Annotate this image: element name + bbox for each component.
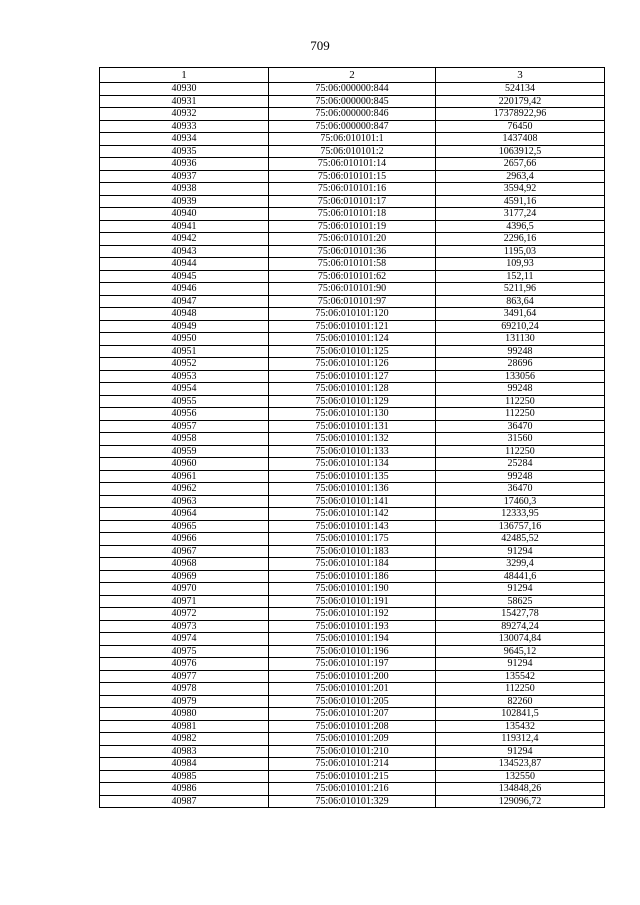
- table-cell: 4591,16: [436, 195, 605, 208]
- table-row: [100, 495, 605, 508]
- table-row: [100, 258, 605, 271]
- table-cell: 40958: [100, 433, 269, 446]
- table-cell: 40975: [100, 645, 269, 658]
- column-header: 1: [100, 68, 269, 83]
- table-cell: 40971: [100, 595, 269, 608]
- table-cell: 40945: [100, 270, 269, 283]
- table-cell: 89274,24: [436, 620, 605, 633]
- table-cell: 75:06:010101:16: [269, 183, 436, 196]
- table-cell: 75:06:010101:36: [269, 245, 436, 258]
- table-cell: 3594,92: [436, 183, 605, 196]
- column-header: 2: [269, 68, 436, 83]
- table-row: [100, 333, 605, 346]
- table-cell: 75:06:010101:193: [269, 620, 436, 633]
- table-cell: 220179,42: [436, 95, 605, 108]
- table-cell: 75:06:010101:134: [269, 458, 436, 471]
- table-row: [100, 470, 605, 483]
- table-row: [100, 583, 605, 596]
- table-row: [100, 445, 605, 458]
- header-row: [100, 68, 605, 83]
- table-row: [100, 170, 605, 183]
- table-cell: 75:06:010101:205: [269, 695, 436, 708]
- table-header: [100, 68, 605, 83]
- table-row: [100, 195, 605, 208]
- table-cell: 75:06:010101:175: [269, 533, 436, 546]
- table-cell: 75:06:010101:329: [269, 795, 436, 808]
- table-row: [100, 658, 605, 671]
- table-cell: 40979: [100, 695, 269, 708]
- table-cell: 40986: [100, 783, 269, 796]
- table-cell: 75:06:010101:184: [269, 558, 436, 571]
- table-cell: 75:06:010101:2: [269, 145, 436, 158]
- table-row: [100, 558, 605, 571]
- table-cell: 40984: [100, 758, 269, 771]
- table-cell: 58625: [436, 595, 605, 608]
- table-cell: 112250: [436, 683, 605, 696]
- table-cell: 75:06:010101:209: [269, 733, 436, 746]
- table-cell: 112250: [436, 395, 605, 408]
- table-cell: 40966: [100, 533, 269, 546]
- table-row: [100, 770, 605, 783]
- table-row: [100, 95, 605, 108]
- table-row: [100, 795, 605, 808]
- table-cell: 40938: [100, 183, 269, 196]
- table-cell: 40957: [100, 420, 269, 433]
- table-cell: 75:06:010101:129: [269, 395, 436, 408]
- table-cell: 48441,6: [436, 570, 605, 583]
- table-row: [100, 458, 605, 471]
- table-cell: 40983: [100, 745, 269, 758]
- table-row: [100, 158, 605, 171]
- table-cell: 109,93: [436, 258, 605, 271]
- table-cell: 75:06:000000:846: [269, 108, 436, 121]
- table-cell: 40978: [100, 683, 269, 696]
- table-row: [100, 708, 605, 721]
- table-cell: 40931: [100, 95, 269, 108]
- table-cell: 40937: [100, 170, 269, 183]
- table-cell: 40946: [100, 283, 269, 296]
- table-cell: 75:06:010101:58: [269, 258, 436, 271]
- table-row: [100, 608, 605, 621]
- table-cell: 75:06:010101:214: [269, 758, 436, 771]
- table-cell: 119312,4: [436, 733, 605, 746]
- table-cell: 129096,72: [436, 795, 605, 808]
- table-cell: 40980: [100, 708, 269, 721]
- table-cell: 42485,52: [436, 533, 605, 546]
- table-cell: 40932: [100, 108, 269, 121]
- table-cell: 69210,24: [436, 320, 605, 333]
- table-cell: 40981: [100, 720, 269, 733]
- table-cell: 40950: [100, 333, 269, 346]
- table-cell: 75:06:010101:192: [269, 608, 436, 621]
- table-cell: 75:06:010101:194: [269, 633, 436, 646]
- table-row: [100, 745, 605, 758]
- table-cell: 40952: [100, 358, 269, 371]
- table-cell: 40965: [100, 520, 269, 533]
- table-cell: 75:06:010101:128: [269, 383, 436, 396]
- table-cell: 36470: [436, 420, 605, 433]
- table-cell: 75:06:010101:14: [269, 158, 436, 171]
- table-cell: 134848,26: [436, 783, 605, 796]
- table-cell: 40968: [100, 558, 269, 571]
- table-cell: 75:06:010101:131: [269, 420, 436, 433]
- table-cell: 82260: [436, 695, 605, 708]
- table-cell: 75:06:010101:210: [269, 745, 436, 758]
- table-cell: 40960: [100, 458, 269, 471]
- table-row: [100, 145, 605, 158]
- table-cell: 75:06:010101:136: [269, 483, 436, 496]
- table-row: [100, 595, 605, 608]
- table-cell: 112250: [436, 408, 605, 421]
- table-row: [100, 358, 605, 371]
- table-cell: 75:06:010101:17: [269, 195, 436, 208]
- table-cell: 136757,16: [436, 520, 605, 533]
- table-row: [100, 783, 605, 796]
- table-cell: 40941: [100, 220, 269, 233]
- table-cell: 152,11: [436, 270, 605, 283]
- table-cell: 17460,3: [436, 495, 605, 508]
- table-cell: 40940: [100, 208, 269, 221]
- table-cell: 75:06:010101:186: [269, 570, 436, 583]
- table-cell: 40936: [100, 158, 269, 171]
- table-cell: 28696: [436, 358, 605, 371]
- table-cell: 75:06:010101:121: [269, 320, 436, 333]
- table-cell: 75:06:010101:125: [269, 345, 436, 358]
- table-cell: 75:06:010101:127: [269, 370, 436, 383]
- table-row: [100, 520, 605, 533]
- table-row: [100, 345, 605, 358]
- table-row: [100, 408, 605, 421]
- table-cell: 40943: [100, 245, 269, 258]
- table-row: [100, 483, 605, 496]
- table-cell: 75:06:010101:90: [269, 283, 436, 296]
- table-cell: 1195,03: [436, 245, 605, 258]
- table-cell: 99248: [436, 345, 605, 358]
- table-cell: 40962: [100, 483, 269, 496]
- table-cell: 135542: [436, 670, 605, 683]
- table-cell: 5211,96: [436, 283, 605, 296]
- table-row: [100, 295, 605, 308]
- table-cell: 75:06:010101:208: [269, 720, 436, 733]
- table-cell: 75:06:010101:215: [269, 770, 436, 783]
- table-cell: 75:06:010101:120: [269, 308, 436, 321]
- table-row: [100, 383, 605, 396]
- table-cell: 75:06:010101:216: [269, 783, 436, 796]
- table-cell: 75:06:010101:1: [269, 133, 436, 146]
- table-cell: 524134: [436, 83, 605, 96]
- table-row: [100, 208, 605, 221]
- table-cell: 75:06:010101:200: [269, 670, 436, 683]
- table-cell: 40974: [100, 633, 269, 646]
- table-cell: 3177,24: [436, 208, 605, 221]
- table-cell: 91294: [436, 583, 605, 596]
- table-cell: 134523,87: [436, 758, 605, 771]
- table-cell: 9645,12: [436, 645, 605, 658]
- table-row: [100, 720, 605, 733]
- table-cell: 130074,84: [436, 633, 605, 646]
- table-row: [100, 108, 605, 121]
- table-cell: 40987: [100, 795, 269, 808]
- table-row: [100, 83, 605, 96]
- table-cell: 102841,5: [436, 708, 605, 721]
- table-body: [100, 83, 605, 808]
- table-cell: 40973: [100, 620, 269, 633]
- table-cell: 75:06:010101:142: [269, 508, 436, 521]
- table-row: [100, 508, 605, 521]
- table-cell: 40956: [100, 408, 269, 421]
- table-row: [100, 420, 605, 433]
- table-cell: 40947: [100, 295, 269, 308]
- table-cell: 75:06:010101:143: [269, 520, 436, 533]
- table-cell: 1063912,5: [436, 145, 605, 158]
- table-cell: 4396,5: [436, 220, 605, 233]
- table-row: [100, 133, 605, 146]
- table-cell: 2296,16: [436, 233, 605, 246]
- table-cell: 131130: [436, 333, 605, 346]
- table-cell: 12333,95: [436, 508, 605, 521]
- table-cell: 75:06:010101:124: [269, 333, 436, 346]
- table-cell: 40944: [100, 258, 269, 271]
- table-cell: 75:06:000000:844: [269, 83, 436, 96]
- table-row: [100, 320, 605, 333]
- table-cell: 75:06:010101:141: [269, 495, 436, 508]
- table-cell: 40961: [100, 470, 269, 483]
- table-row: [100, 670, 605, 683]
- table-cell: 863,64: [436, 295, 605, 308]
- table-cell: 75:06:010101:20: [269, 233, 436, 246]
- table-cell: 3299,4: [436, 558, 605, 571]
- table-cell: 1437408: [436, 133, 605, 146]
- table-cell: 133056: [436, 370, 605, 383]
- table-cell: 17378922,96: [436, 108, 605, 121]
- table-cell: 40948: [100, 308, 269, 321]
- data-table: [99, 67, 605, 808]
- table-cell: 75:06:010101:130: [269, 408, 436, 421]
- table-cell: 2963,4: [436, 170, 605, 183]
- table-cell: 40985: [100, 770, 269, 783]
- table-row: [100, 270, 605, 283]
- table-row: [100, 545, 605, 558]
- table-cell: 40969: [100, 570, 269, 583]
- table-cell: 40951: [100, 345, 269, 358]
- table-cell: 75:06:010101:197: [269, 658, 436, 671]
- table-row: [100, 533, 605, 546]
- table-cell: 36470: [436, 483, 605, 496]
- table-row: [100, 395, 605, 408]
- table-cell: 75:06:010101:183: [269, 545, 436, 558]
- table-cell: 40970: [100, 583, 269, 596]
- table-cell: 91294: [436, 545, 605, 558]
- table-row: [100, 233, 605, 246]
- table-cell: 91294: [436, 745, 605, 758]
- table-cell: 75:06:010101:62: [269, 270, 436, 283]
- table-cell: 75:06:010101:190: [269, 583, 436, 596]
- table-row: [100, 370, 605, 383]
- table-cell: 40963: [100, 495, 269, 508]
- table-cell: 75:06:010101:133: [269, 445, 436, 458]
- table-cell: 3491,64: [436, 308, 605, 321]
- table-cell: 40942: [100, 233, 269, 246]
- table-cell: 40955: [100, 395, 269, 408]
- table-cell: 75:06:010101:191: [269, 595, 436, 608]
- table-cell: 75:06:010101:207: [269, 708, 436, 721]
- column-header: 3: [436, 68, 605, 83]
- table-row: [100, 733, 605, 746]
- table-cell: 75:06:010101:18: [269, 208, 436, 221]
- table-cell: 75:06:010101:97: [269, 295, 436, 308]
- table-cell: 40934: [100, 133, 269, 146]
- table-cell: 75:06:000000:847: [269, 120, 436, 133]
- table-cell: 75:06:010101:201: [269, 683, 436, 696]
- table-cell: 99248: [436, 383, 605, 396]
- table-cell: 76450: [436, 120, 605, 133]
- table-cell: 75:06:010101:135: [269, 470, 436, 483]
- table-row: [100, 220, 605, 233]
- table-row: [100, 120, 605, 133]
- table-cell: 40959: [100, 445, 269, 458]
- table-cell: 40930: [100, 83, 269, 96]
- table-cell: 112250: [436, 445, 605, 458]
- table-row: [100, 245, 605, 258]
- table-cell: 75:06:010101:19: [269, 220, 436, 233]
- table-cell: 75:06:010101:126: [269, 358, 436, 371]
- table-cell: 75:06:010101:196: [269, 645, 436, 658]
- table-cell: 75:06:000000:845: [269, 95, 436, 108]
- table-row: [100, 758, 605, 771]
- table-cell: 40976: [100, 658, 269, 671]
- table-cell: 132550: [436, 770, 605, 783]
- table-cell: 75:06:010101:132: [269, 433, 436, 446]
- table-cell: 40964: [100, 508, 269, 521]
- table-cell: 135432: [436, 720, 605, 733]
- table-row: [100, 633, 605, 646]
- table-cell: 91294: [436, 658, 605, 671]
- table-cell: 75:06:010101:15: [269, 170, 436, 183]
- table-cell: 40972: [100, 608, 269, 621]
- table-row: [100, 695, 605, 708]
- table-cell: 40977: [100, 670, 269, 683]
- table-cell: 40933: [100, 120, 269, 133]
- table-row: [100, 683, 605, 696]
- table-row: [100, 645, 605, 658]
- table-cell: 40949: [100, 320, 269, 333]
- table-cell: 99248: [436, 470, 605, 483]
- table-row: [100, 283, 605, 296]
- table-cell: 2657,66: [436, 158, 605, 171]
- table-cell: 40954: [100, 383, 269, 396]
- table-row: [100, 570, 605, 583]
- table-cell: 40935: [100, 145, 269, 158]
- table-row: [100, 433, 605, 446]
- table-cell: 31560: [436, 433, 605, 446]
- page-number: 709: [310, 38, 330, 53]
- table-cell: 40982: [100, 733, 269, 746]
- table-cell: 25284: [436, 458, 605, 471]
- table-row: [100, 183, 605, 196]
- table-cell: 40967: [100, 545, 269, 558]
- table-cell: 40939: [100, 195, 269, 208]
- table-row: [100, 308, 605, 321]
- table-cell: 15427,78: [436, 608, 605, 621]
- table-row: [100, 620, 605, 633]
- table-cell: 40953: [100, 370, 269, 383]
